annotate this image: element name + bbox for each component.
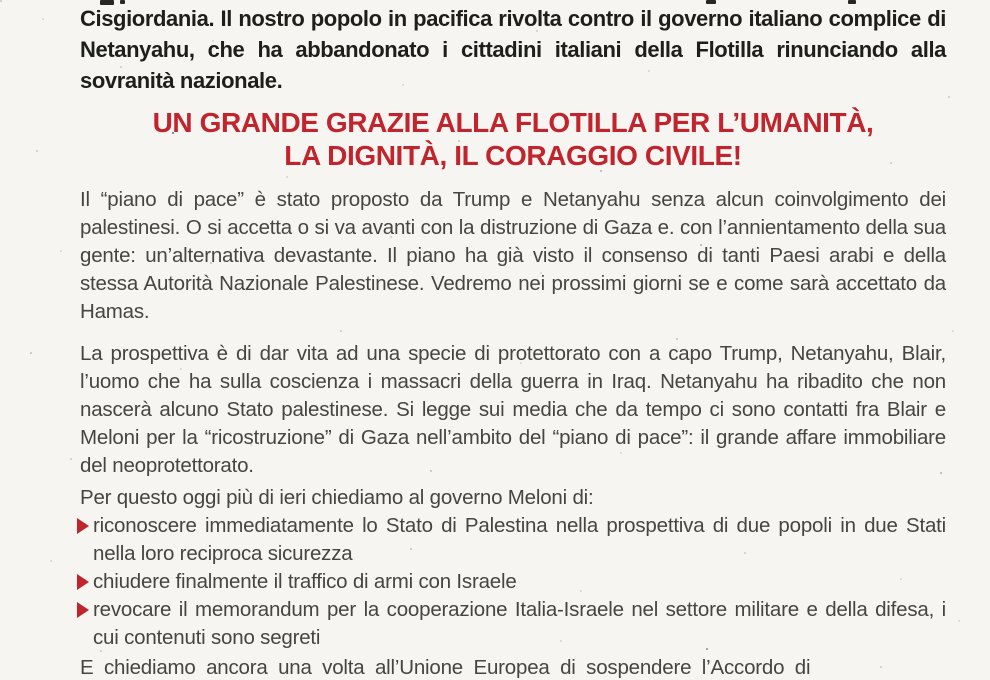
closing-paragraph: E chiediamo ancora una volta all’Unione Europea di sospendere l’Accordo di — [80, 656, 811, 679]
red-triangle-right-icon — [77, 518, 89, 534]
text-column — [80, 0, 946, 680]
red-triangle-right-icon — [77, 602, 89, 618]
demand-item — [80, 568, 946, 596]
body-paragraph-1: Il “piano di pace” è stato proposto da Trump e Netanyahu senza alcun coinvolgimento dei palestinesi. O si accetta o si va avanti con la distruzione di Gaza e. con l’annientamento della sua gente: un’alternativa devastante. Il piano ha già visto il consenso di tanti Paesi arabi e della stessa Autorità Nazionale Palestinese. Vedremo nei prossimi giorni se e come sarà accettato da Hamas. — [80, 188, 946, 323]
headline — [80, 106, 946, 172]
headline-line-2: LA DIGNITÀ, IL CORAGGIO CIVILE! — [284, 140, 742, 171]
demands-list — [80, 512, 946, 652]
intro-paragraph: Cisgiordania. Il nostro popolo in pacifica rivolta contro il governo italiano complice di Netanyahu, che ha abbandonato i cittadini italiani della Flotilla rinunciando alla sovranità nazionale. — [80, 6, 946, 93]
demand-item — [80, 512, 946, 568]
demand-text: revocare il memorandum per la cooperazione Italia-Israele nel settore militare e della difesa, i cui contenuti sono segreti — [93, 598, 946, 649]
demands-intro: Per questo oggi più di ieri chiediamo al governo Meloni di: — [80, 486, 594, 509]
body-paragraph-2: La prospettiva è di dar vita ad una specie di protettorato con a capo Trump, Netanyahu, Blair, l’uomo che ha sulla coscienza i massacri della guerra in Iraq. Netanyahu ha ribadito che non nascerà alcuno Stato palestinese. Si legge sui media che da tempo ci sono contatti fra Blair e Meloni per la “ricostruzione” di Gaza nell’ambito del “piano di pace”: il grande affare immobiliare del neoprotettorato. — [80, 342, 946, 477]
demand-text: chiudere finalmente il traffico di armi con Israele — [93, 570, 517, 593]
headline-line-1: UN GRANDE GRAZIE ALLA FLOTILLA PER L’UMANITÀ, — [152, 107, 874, 138]
demand-text: riconoscere immediatamente lo Stato di Palestina nella prospettiva di due popoli in due Stati nella loro reciproca sicurezza — [93, 514, 946, 565]
demand-item — [80, 596, 946, 652]
red-triangle-right-icon — [77, 574, 89, 590]
